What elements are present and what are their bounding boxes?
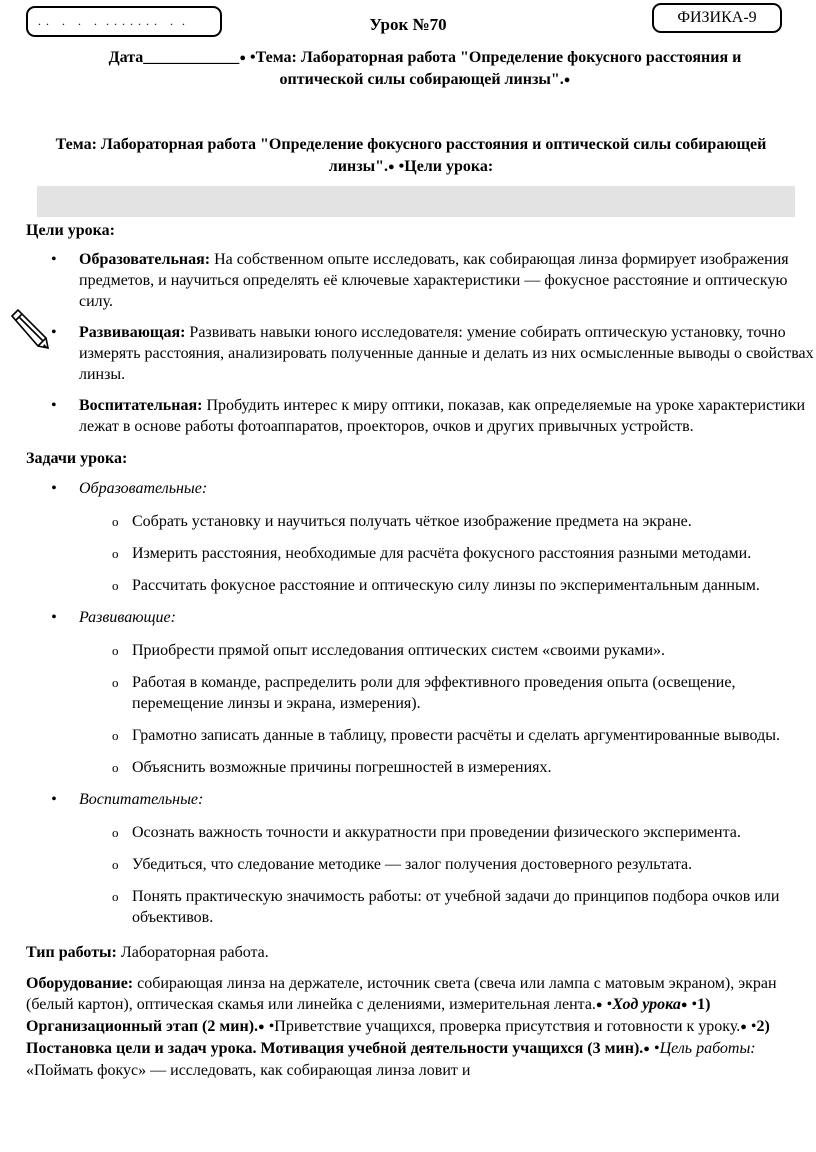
date-label: Дата____________	[108, 49, 240, 66]
course-label: Ход урока	[612, 996, 681, 1013]
task-item: o Приобрести прямой опыт исследования оптических систем «своими руками».	[26, 640, 816, 661]
bullet-icon: ●	[680, 999, 688, 1011]
task-item: o Объяснить возможные причины погрешностей в измерениях.	[26, 757, 816, 778]
goals-list	[26, 249, 816, 437]
highlight-bar	[37, 186, 795, 217]
equipment-text: собирающая линза на держателе, источник света (свеча или лампа с матовым экраном), экран (белый картон), оптическая скамья или линейка с делениями, измерительная лента.	[26, 975, 777, 1013]
subject-label: ФИЗИКА-9	[677, 9, 757, 26]
bullet-icon: ●	[239, 52, 246, 64]
bullet-icon: ●	[563, 74, 571, 86]
header-dots: . . . . . . . . . . . . . .	[38, 14, 186, 28]
task-item: o Собрать установку и научиться получать чёткое изображение предмета на экране.	[26, 511, 816, 532]
goal-item	[26, 395, 816, 437]
work-type	[26, 942, 816, 963]
goal-text: Пробудить интерес к миру оптики, показав, как определяемые на уроке характеристики лежат в основе работы фотоаппаратов, проекторов, очков и других привычных устройств.	[79, 397, 806, 435]
bullet-icon: ●	[643, 1043, 650, 1055]
tasks-heading: Задачи урока:	[26, 450, 128, 467]
work-type-text: Лабораторная работа.	[116, 944, 269, 961]
equipment-label: Оборудование:	[26, 975, 134, 992]
task-item: o Осознать важность точности и аккуратности при проведении физического эксперимента.	[26, 822, 816, 843]
task-item: o Убедиться, что следование методике — залог получения достоверного результата.	[26, 854, 816, 875]
work-type-label: Тип работы:	[26, 944, 117, 961]
goals-heading: Цели урока:	[26, 222, 115, 239]
task-item: o Измерить расстояния, необходимые для расчёта фокусного расстояния разными методами.	[26, 543, 816, 564]
goal-label: Развивающая:	[79, 324, 186, 341]
bullet-icon: ●	[258, 1021, 265, 1033]
header-theme: Тема: Лабораторная работа "Определение фокусного расстояния и оптической силы собирающей линзы".	[255, 49, 742, 88]
bullet-icon: ●	[595, 999, 603, 1011]
task-group-title: • Развивающие:	[26, 607, 816, 628]
goal-text: На собственном опыте исследовать, как собирающая линза формирует изображения предметов, и научиться определять её ключевые характеристики — фокусное расстояние и оптическую силу.	[79, 251, 789, 310]
goal-item	[26, 322, 816, 385]
theme-title: Тема: Лабораторная работа "Определение фокусного расстояния и оптической силы собирающей линзы".● •Цели урока:	[55, 136, 767, 175]
theme-repeat: Тема: Лабораторная работа "Определение фокусного расстояния и оптической силы собирающей линзы".	[55, 136, 767, 175]
task-item: o Понять практическую значимость работы: от учебной задачи до принципов подбора очков или объективов.	[26, 886, 816, 928]
theme-repeat-tail: Цели урока:	[404, 158, 494, 175]
task-item: o Работая в команде, распределить роли для эффективного проведения опыта (освещение, перемещение линзы и экрана, измерения).	[26, 672, 816, 714]
task-item: o Грамотно записать данные в таблицу, провести расчёты и сделать аргументированные выводы.	[26, 725, 816, 746]
lesson-content	[26, 220, 816, 1081]
stage1-title: 1) Организационный этап (2 мин).	[26, 996, 711, 1035]
stage2-title: 2) Постановка цели и задач урока. Мотивация учебной деятельности учащихся (3 мин).	[26, 1018, 770, 1057]
task-group-title: • Образовательные:	[26, 478, 816, 499]
goal-label: Воспитательная:	[79, 397, 203, 414]
goal-label: Образовательная:	[79, 251, 211, 268]
goal-text: Развивать навыки юного исследователя: умение собирать оптическую установку, точно измерять расстояния, анализировать полученные данные и делать из них осмысленные выводы о свойствах линзы.	[79, 324, 814, 383]
goal-text-inline: «Поймать фокус» — исследовать, как собирающая линза ловит и	[26, 1062, 471, 1079]
task-group-title: • Воспитательные:	[26, 789, 816, 810]
goal-item	[26, 249, 816, 312]
stage1-text: Приветствие учащихся, проверка присутствия и готовности к уроку.	[274, 1018, 741, 1035]
task-item: o Рассчитать фокусное расстояние и оптическую силу линзы по экспериментальным данным.	[26, 575, 816, 596]
goal-label-inline: Цель работы:	[659, 1040, 756, 1057]
header-date-theme: Дата____________● •Тема: Лабораторная работа "Определение фокусного расстояния и оптической силы собирающей линзы".●	[108, 49, 742, 88]
lesson-number: Урок №70	[369, 15, 447, 34]
bullet-icon: ●	[740, 1021, 747, 1033]
bullet-icon: ●	[388, 161, 395, 173]
equipment-paragraph: Оборудование: собирающая линза на держателе, источник света (свеча или лампа с матовым экраном), экран (белый картон), оптическая скамья или линейка с делениями, измерительная лента.● •Ход урока● •1) Организационный этап (2 мин).● •Приветствие учащихся, проверка присутствия и готовности к уроку.● •2) Постановка цели и задач урока. Мотивация учебной деятельности учащихся (3 мин).● •Цель работы: «Поймать фокус» — исследовать, как собирающая линза ловит и	[26, 975, 777, 1079]
